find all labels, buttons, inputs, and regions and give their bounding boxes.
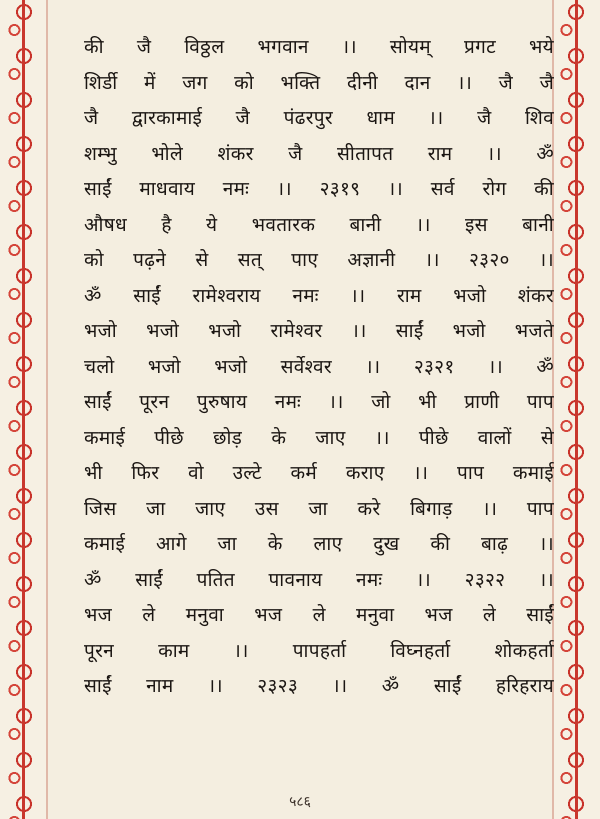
- left-vine: [22, 0, 25, 819]
- text-line: शिर्डी में जग को भक्ति दीनी दान ।। जै जै: [84, 71, 554, 94]
- text-line: भी फिर वो उल्टे कर्म कराए ।। पाप कमाई: [84, 462, 554, 484]
- text-line: जै द्वारकामाई जै पंढरपुर धाम ।। जै शिव: [84, 107, 554, 129]
- page-number: ५८६: [289, 794, 311, 810]
- text-line: चलो भजो भजो सर्वेश्वर ।। २३२१ ।। ॐ: [84, 355, 554, 378]
- text-line: साईं माधवाय नमः ।। २३१९ ।। सर्व रोग की: [84, 178, 554, 200]
- text-line: कमाई आगे जा के लाए दुख की बाढ़ ।।: [84, 533, 554, 555]
- text-line: ॐ साईं रामेश्वराय नमः ।। राम भजो शंकर: [84, 284, 554, 307]
- text-line: को पढ़ने से सत् पाए अज्ञानी ।। २३२० ।।: [84, 249, 554, 271]
- text-line: की जै विठ्ठल भगवान ।। सोयम् प्रगट भये: [84, 36, 554, 58]
- text-line: साईं पूरन पुरुषाय नमः ।। जो भी प्राणी पाप: [84, 391, 554, 413]
- text-line: ॐ साईं पतित पावनाय नमः ।। २३२२ ।।: [84, 568, 554, 591]
- text-line: भजो भजो भजो रामेश्वर ।। साईं भजो भजते: [84, 320, 554, 342]
- text-line: भज ले मनुवा भज ले मनुवा भज ले साईं: [84, 604, 554, 626]
- text-line: औषध है ये भवतारक बानी ।। इस बानी: [84, 213, 554, 236]
- text-line: जिस जा जाए उस जा करे बिगाड़ ।। पाप: [84, 497, 554, 520]
- right-floral-border: [552, 0, 600, 819]
- left-floral-border: [0, 0, 48, 819]
- text-line: पूरन काम ।। पापहर्ता विघ्नहर्ता शोकहर्ता: [84, 639, 554, 662]
- text-line: कमाई पीछे छोड़ के जाए ।। पीछे वालों से: [84, 426, 554, 449]
- verse-text-block: [84, 30, 554, 705]
- text-line: साईं नाम ।। २३२३ ।। ॐ साईं हरिहराय: [84, 675, 554, 697]
- text-line: शम्भु भोले शंकर जै सीतापत राम ।। ॐ: [84, 142, 554, 165]
- right-vine: [575, 0, 578, 819]
